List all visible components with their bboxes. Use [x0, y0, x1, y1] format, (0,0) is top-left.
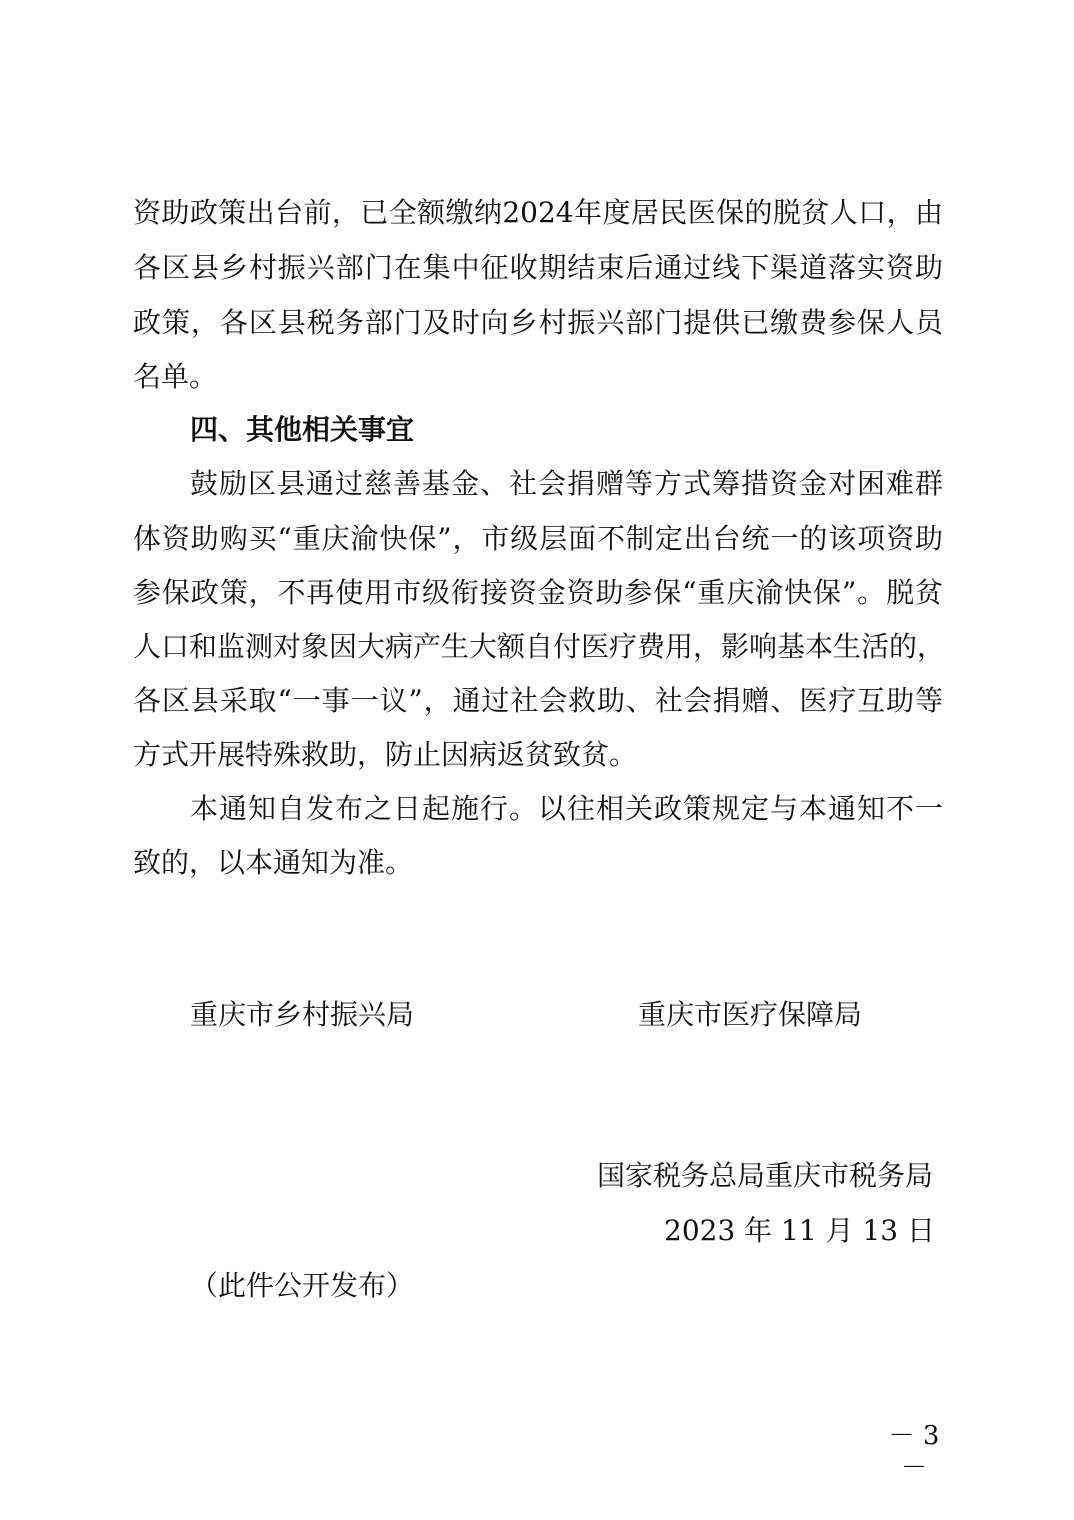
body-text-line: 政策，各区县税务部门及时向乡村振兴部门提供已缴费参保人员: [133, 306, 943, 339]
body-text-line: 人口和监测对象因大病产生大额自付医疗费用，影响基本生活的，: [133, 630, 946, 663]
body-text-line: 鼓励区县通过慈善基金、社会捐赠等方式筹措资金对困难群: [190, 467, 943, 500]
body-text-line: 致的，以本通知为准。: [133, 846, 414, 879]
public-release-note: （此件公开发布）: [190, 1269, 415, 1302]
body-text-line: 名单。: [133, 360, 218, 393]
body-text-line: 本通知自发布之日起施行。以往相关政策规定与本通知不一: [190, 792, 943, 825]
body-text-line: 参保政策，不再使用市级衔接资金资助参保“重庆渝快保”。脱贫: [133, 576, 943, 609]
signature-tax-bureau: 国家税务总局重庆市税务局: [597, 1159, 934, 1192]
signature-medical-security-bureau: 重庆市医疗保障局: [638, 998, 863, 1031]
body-text-line: 方式开展特殊救助，防止因病返贫致贫。: [133, 738, 638, 771]
body-text-line: 各区县乡村振兴部门在集中征收期结束后通过线下渠道落实资助: [133, 251, 943, 284]
signature-rural-revitalization-bureau: 重庆市乡村振兴局: [190, 998, 415, 1031]
body-text-line: 各区县采取“一事一议”，通过社会救助、社会捐赠、医疗互助等: [133, 684, 943, 717]
page-number: － 3 －: [888, 1421, 940, 1483]
issue-date: 2023 年 11 月 13 日: [664, 1214, 936, 1247]
section-heading: 四、其他相关事宜: [190, 413, 415, 446]
body-text-line: 资助政策出台前，已全额缴纳2024年度居民医保的脱贫人口，由: [133, 196, 943, 229]
body-text-line: 体资助购买“重庆渝快保”，市级层面不制定出台统一的该项资助: [133, 522, 943, 555]
